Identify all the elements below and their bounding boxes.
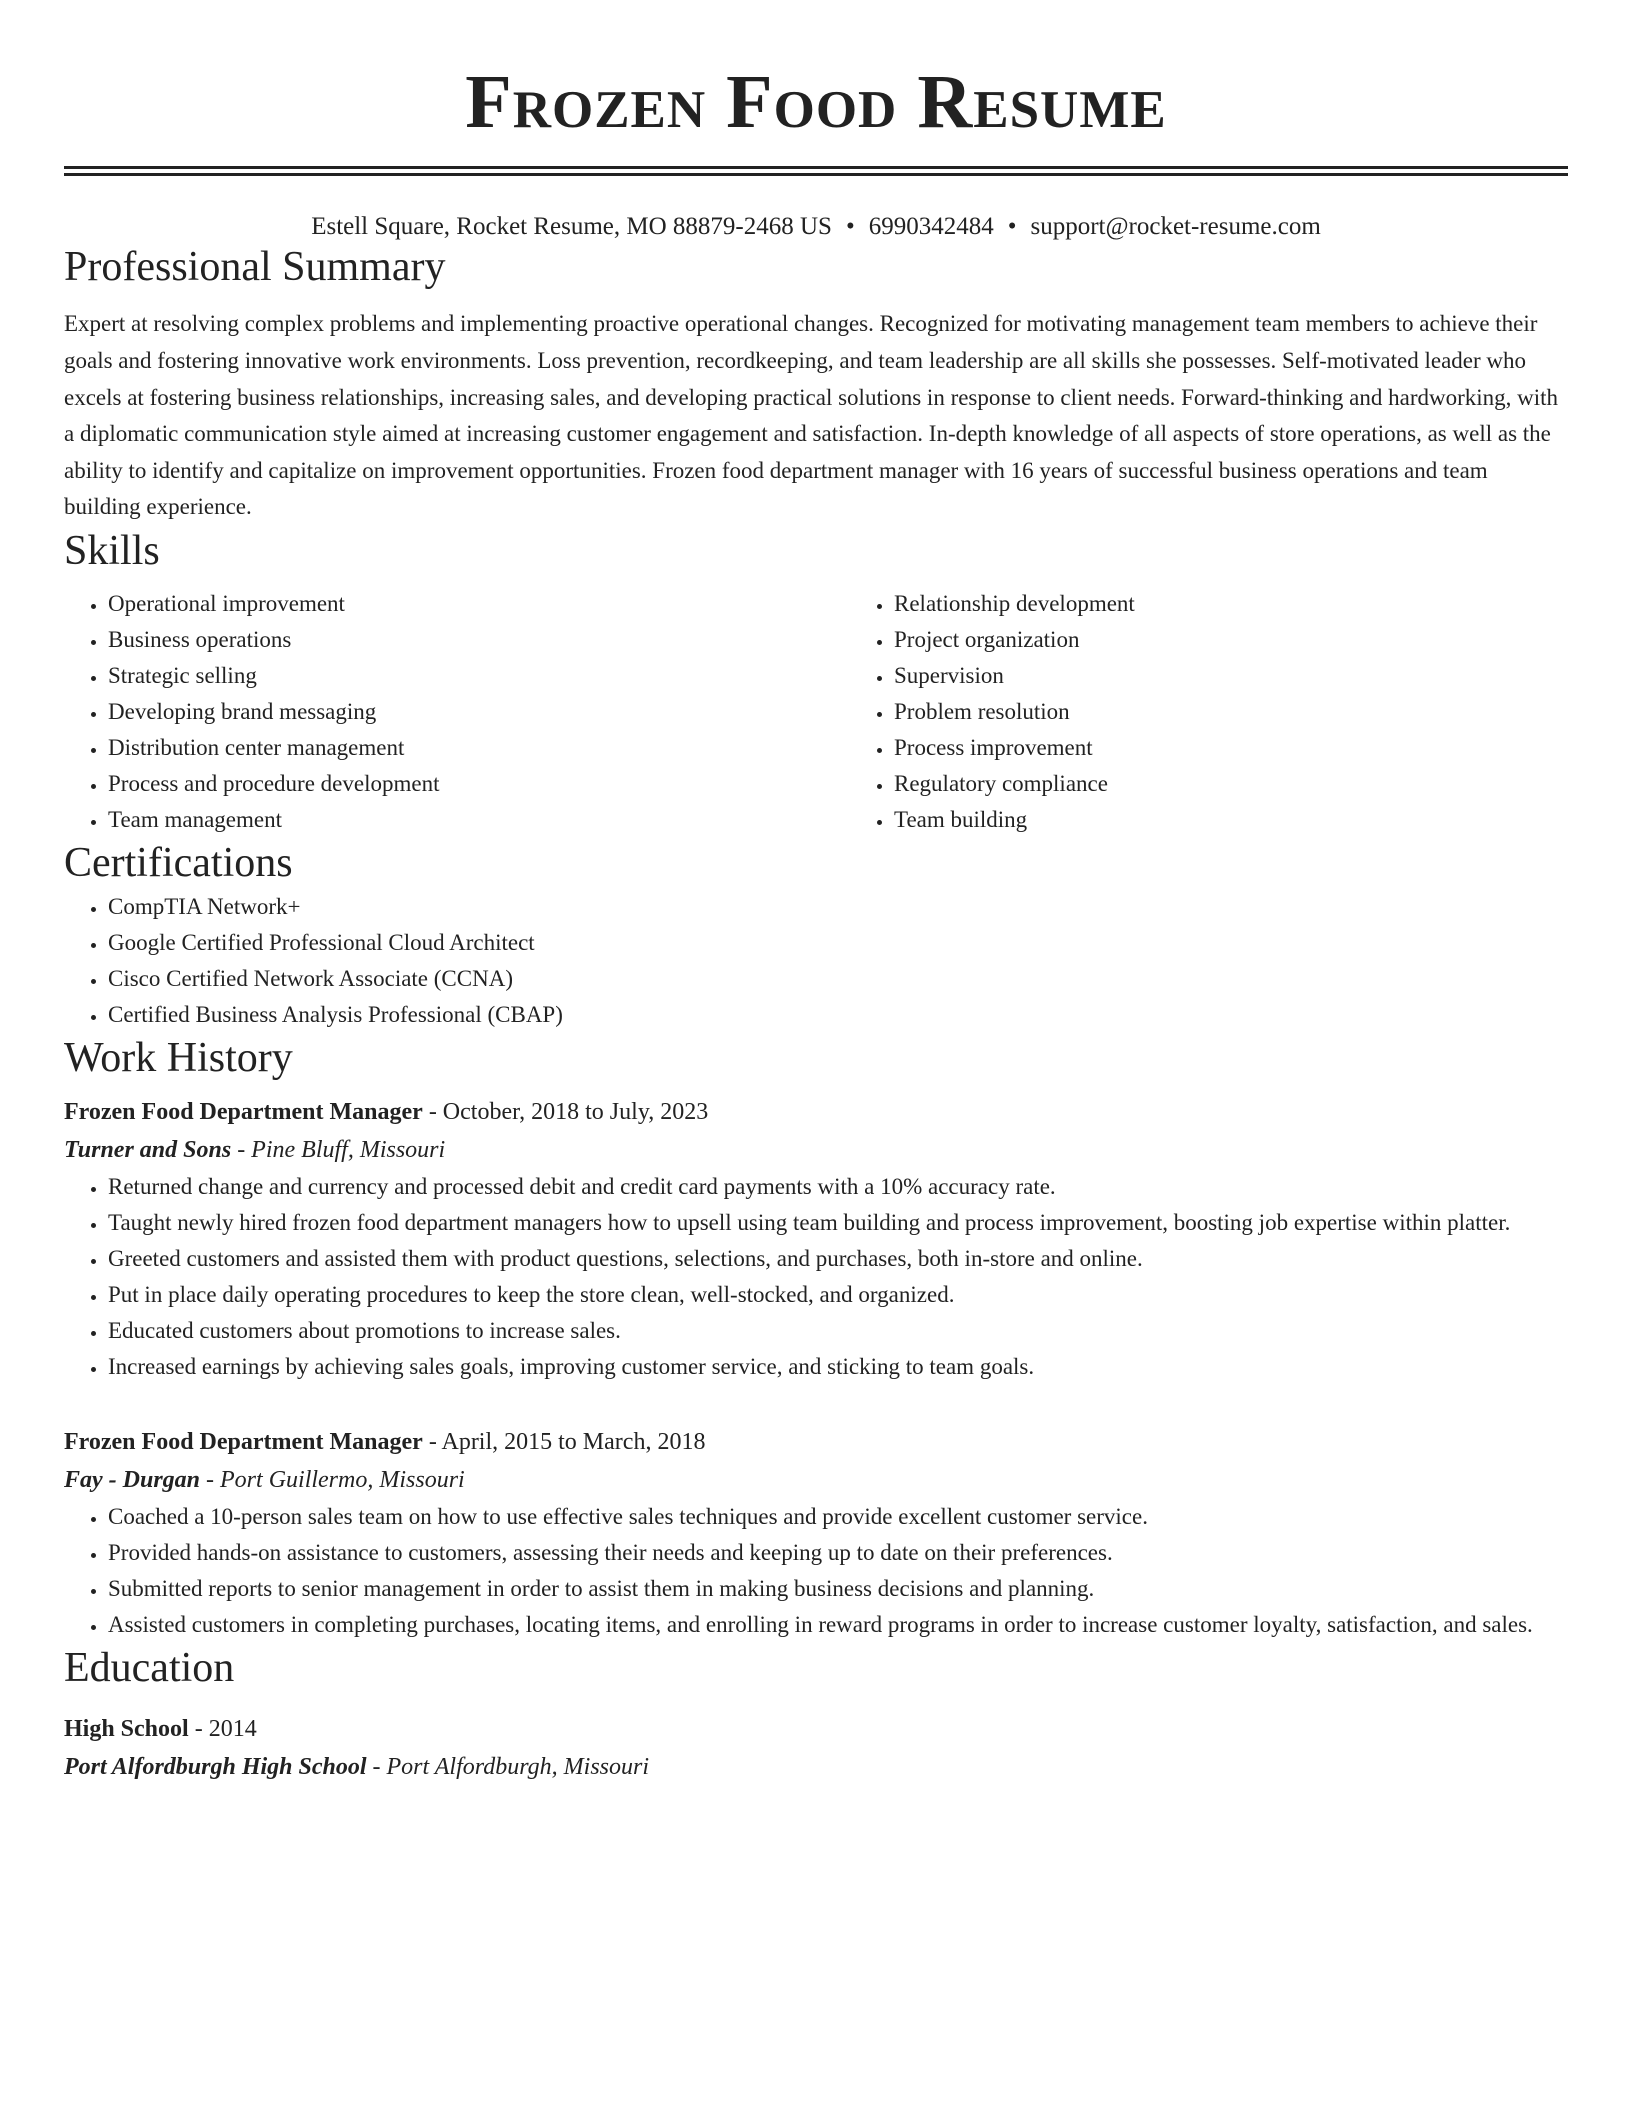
- certifications-heading: Certifications: [64, 840, 293, 887]
- skill-item: • Supervision: [894, 658, 1632, 694]
- skill-item: • Operational improvement: [108, 586, 850, 622]
- education-header: [64, 1710, 1568, 1748]
- contact-address: Estell Square, Rocket Resume, MO 88879-2468 US: [311, 213, 832, 240]
- certification-item: • Certified Business Analysis Professional (CBAP): [108, 997, 1568, 1033]
- contact-separator: •: [1007, 213, 1017, 240]
- job-title: Frozen Food Department Manager: [64, 1099, 423, 1126]
- job-duty: • Increased earnings by achieving sales goals, improving customer service, and sticking to team goals.: [108, 1349, 1568, 1385]
- education-degree: High School: [64, 1715, 189, 1742]
- education-year: - 2014: [188, 1715, 257, 1742]
- job-duty: • Put in place daily operating procedures to keep the store clean, well-stocked, and organized.: [108, 1277, 1568, 1313]
- skill-item: • Regulatory compliance: [894, 766, 1632, 802]
- job-location: - Port Guillermo, Missouri: [200, 1467, 465, 1494]
- job-duty: • Provided hands-on assistance to customers, assessing their needs and keeping up to date on their preferences.: [108, 1535, 1568, 1571]
- job-duty: • Returned change and currency and processed debit and credit card payments with a 10% accuracy rate.: [108, 1169, 1568, 1205]
- job-entry: [64, 1093, 1568, 1385]
- resume-title: Frozen Food Resume: [465, 60, 1167, 144]
- skill-item: • Team management: [108, 802, 850, 838]
- skill-item: • Process and procedure development: [108, 766, 850, 802]
- skill-item: • Relationship development: [894, 586, 1632, 622]
- job-entry: [64, 1423, 1568, 1643]
- certification-item: • Google Certified Professional Cloud Architect: [108, 925, 1568, 961]
- skill-item: • Process improvement: [894, 730, 1632, 766]
- certifications-list: [64, 889, 1568, 1033]
- education-school: Port Alfordburgh High School: [64, 1753, 367, 1780]
- job-duty: • Assisted customers in completing purchases, locating items, and enrolling in reward programs in order to increase customer loyalty, satisfaction, and sales.: [108, 1607, 1568, 1643]
- skills-left-list: [64, 586, 850, 838]
- skill-item: • Strategic selling: [108, 658, 850, 694]
- job-header: [64, 1093, 1568, 1131]
- job-duty: • Submitted reports to senior management in order to assist them in making business decisions and planning.: [108, 1571, 1568, 1607]
- skill-item: • Project organization: [894, 622, 1632, 658]
- job-location: - Pine Bluff, Missouri: [231, 1137, 446, 1164]
- education-school-line: [64, 1748, 1568, 1786]
- skills-right-list: [850, 586, 1632, 838]
- job-dates: - October, 2018 to July, 2023: [422, 1099, 709, 1126]
- job-title: Frozen Food Department Manager: [64, 1429, 423, 1456]
- skill-item: • Team building: [894, 802, 1632, 838]
- job-duty: • Educated customers about promotions to increase sales.: [108, 1313, 1568, 1349]
- job-duties-list: [64, 1169, 1568, 1385]
- contact-separator: •: [845, 213, 855, 240]
- education-location: - Port Alfordburgh, Missouri: [366, 1753, 649, 1780]
- job-duty: • Coached a 10-person sales team on how to use effective sales techniques and provide excellent customer service.: [108, 1499, 1568, 1535]
- job-duty: • Taught newly hired frozen food department managers how to upsell using team building and process improvement, boosting job expertise within platter.: [108, 1205, 1568, 1241]
- skill-item: • Business operations: [108, 622, 850, 658]
- job-employer-line: [64, 1461, 1568, 1499]
- skills-columns: [64, 586, 1568, 838]
- contact-line: [64, 212, 1568, 242]
- skill-item: • Developing brand messaging: [108, 694, 850, 730]
- job-employer-line: [64, 1131, 1568, 1169]
- job-dates: - April, 2015 to March, 2018: [422, 1429, 706, 1456]
- title-double-rule: [64, 166, 1568, 176]
- contact-email: support@rocket-resume.com: [1030, 213, 1321, 240]
- job-duty: • Greeted customers and assisted them with product questions, selections, and purchases, both in-store and online.: [108, 1241, 1568, 1277]
- certification-item: • Cisco Certified Network Associate (CCNA): [108, 961, 1568, 997]
- skills-heading: Skills: [64, 527, 160, 574]
- education-heading: Education: [64, 1645, 235, 1692]
- job-employer: Turner and Sons: [64, 1137, 232, 1164]
- skill-item: • Problem resolution: [894, 694, 1632, 730]
- job-employer: Fay - Durgan: [64, 1467, 201, 1494]
- summary-text: Expert at resolving complex problems and implementing proactive operational changes. Recognized for motivating management team members to achieve their goals and fostering innovative work environments. Loss prevention, recordkeeping, and team leadership are all skills she possesses. Self-motivated leader who excels at fostering business relationships, increasing sales, and developing practical solutions in response to client needs. Forward-thinking and hardworking, with a diplomatic communication style aimed at increasing customer engagement and satisfaction. In-depth knowledge of all aspects of store operations, as well as the ability to identify and capitalize on improvement opportunities. Frozen food department manager with 16 years of successful business operations and team building experience.: [64, 311, 1559, 520]
- contact-phone: 6990342484: [868, 213, 994, 240]
- job-header: [64, 1423, 1568, 1461]
- skill-item: • Distribution center management: [108, 730, 850, 766]
- certification-item: • CompTIA Network+: [108, 889, 1568, 925]
- summary-heading: Professional Summary: [64, 244, 446, 290]
- job-duties-list: [64, 1499, 1568, 1643]
- work-history-heading: Work History: [64, 1034, 293, 1081]
